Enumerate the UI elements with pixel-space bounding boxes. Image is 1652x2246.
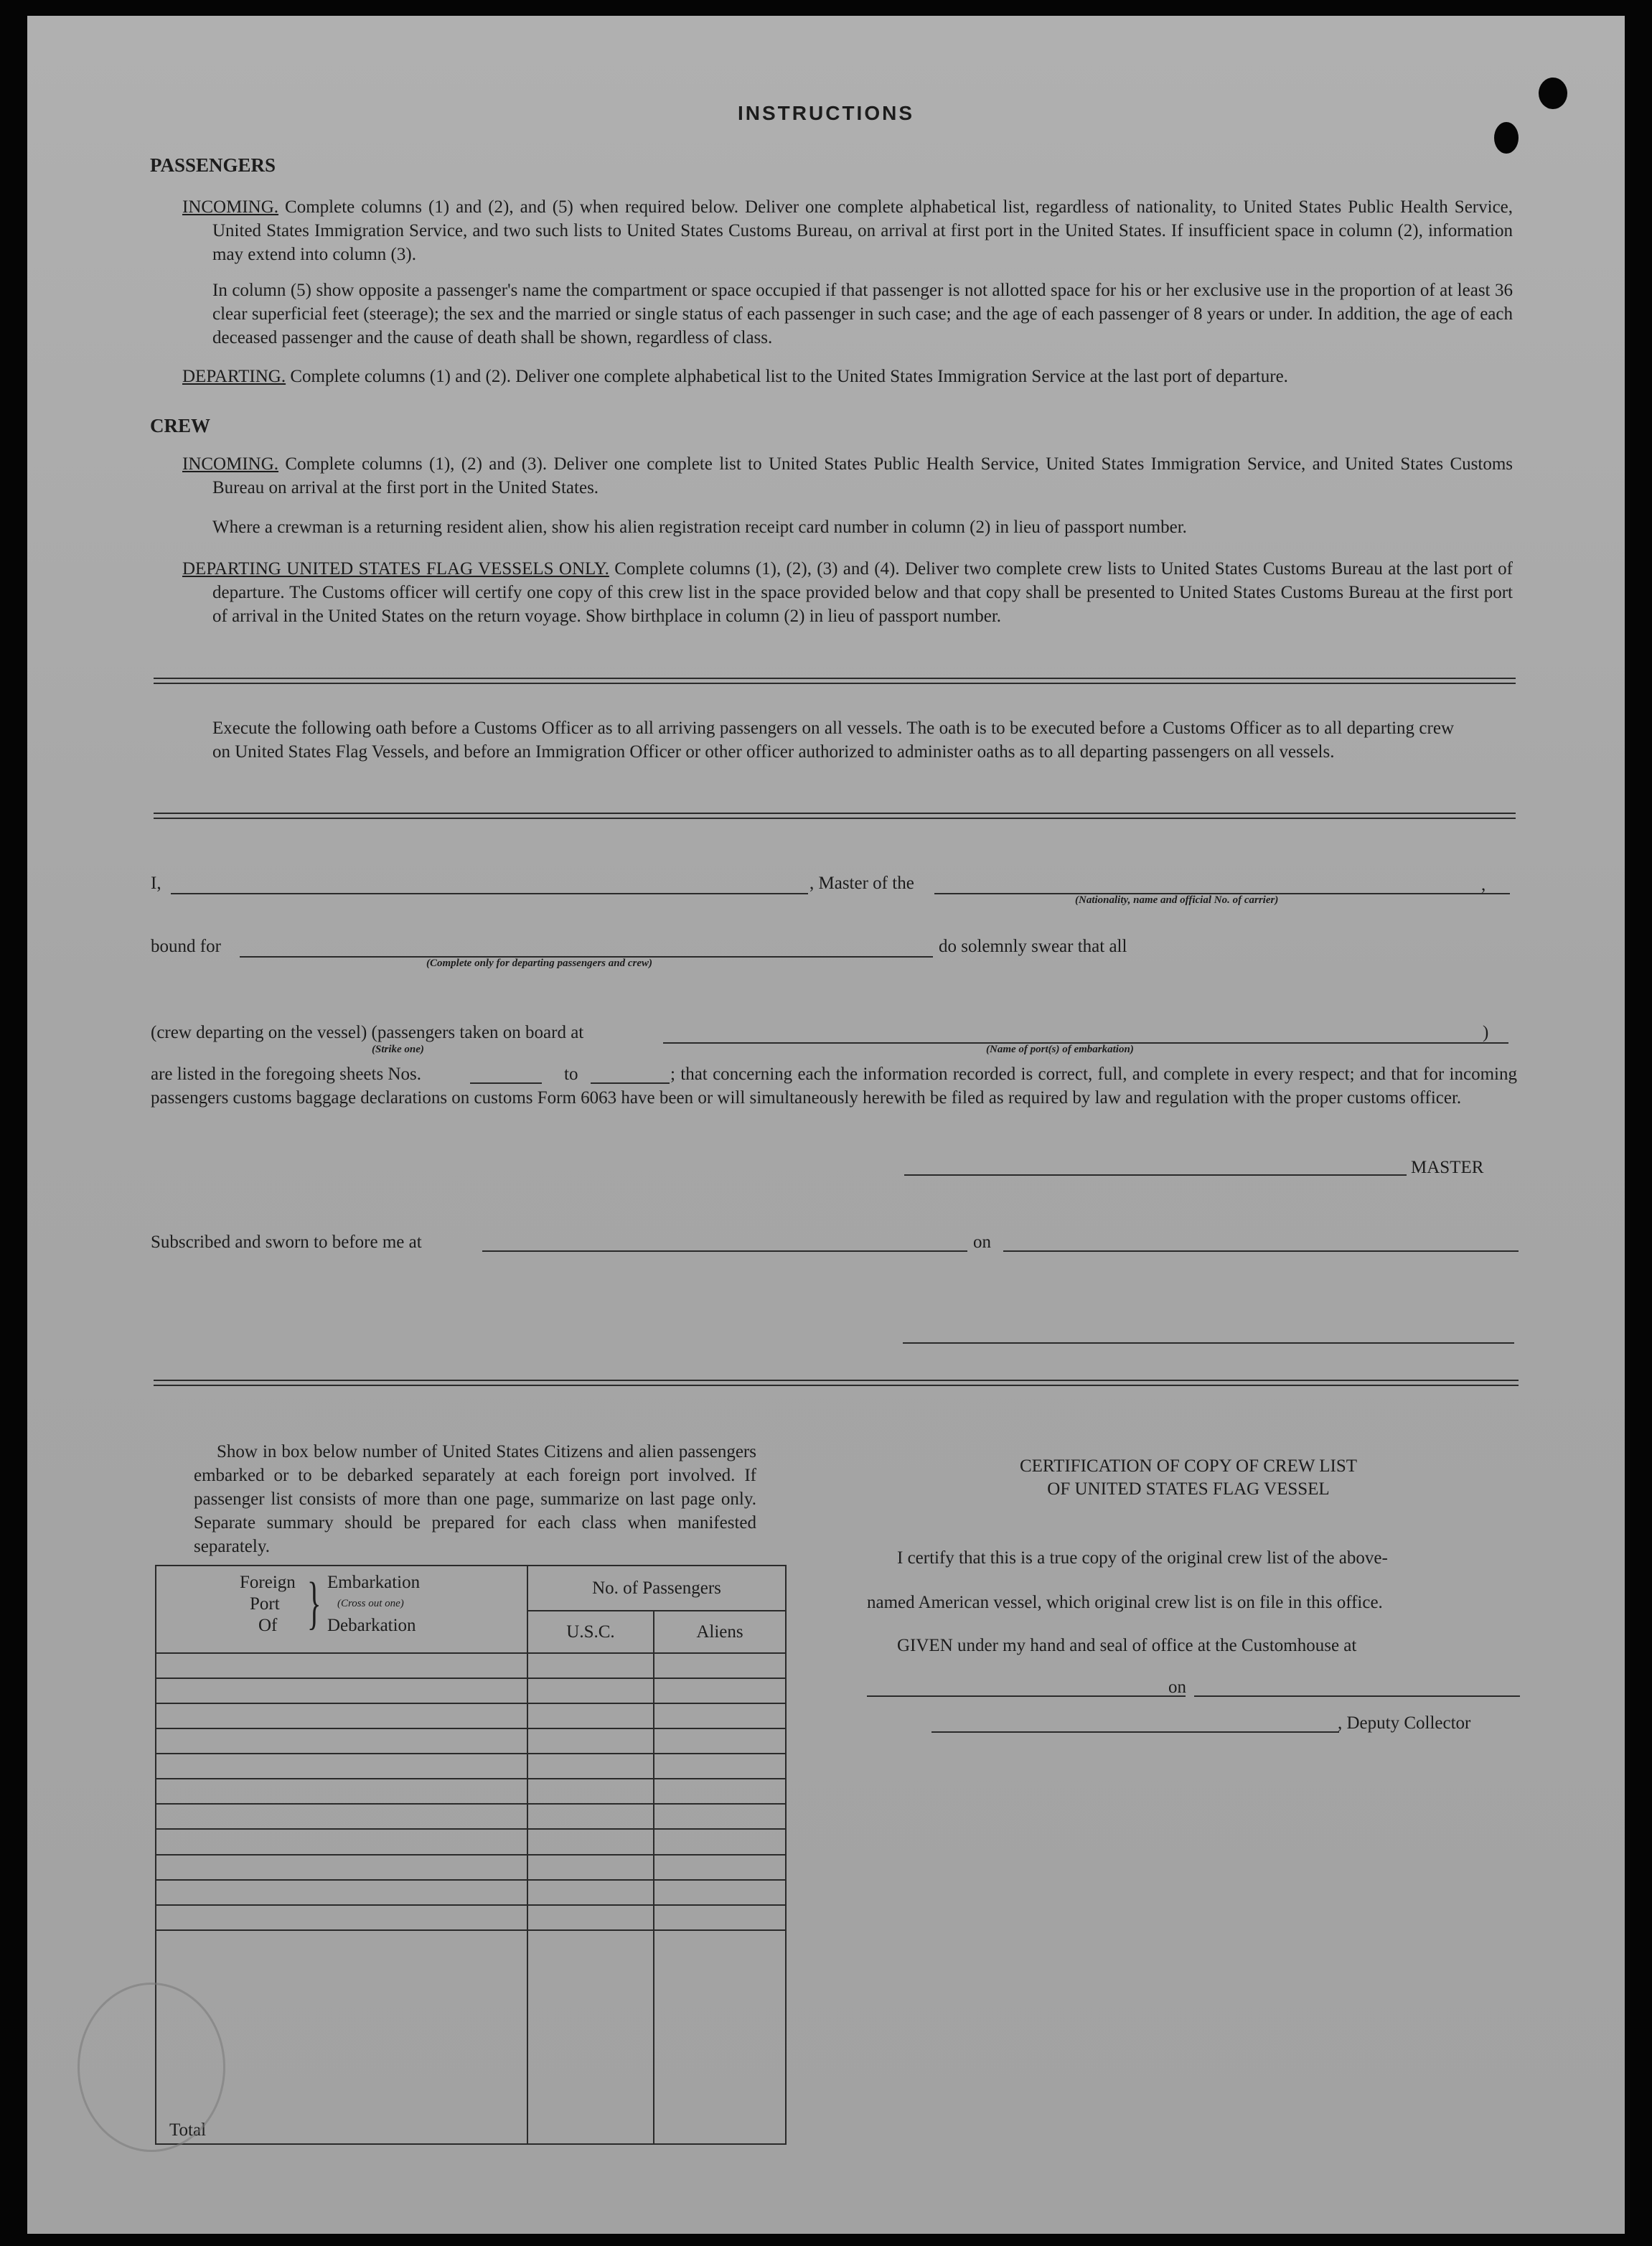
total-aliens-cell[interactable] [654,1930,786,2144]
port-cell[interactable] [156,1880,527,1905]
carrier-hint: (Nationality, name and official No. of carrier) [1075,894,1279,906]
table-row [156,1703,786,1728]
bound-for-label: bound for [151,937,221,956]
aliens-cell[interactable] [654,1905,786,1930]
port-cell[interactable] [156,1905,527,1930]
usc-header: U.S.C. [527,1611,654,1653]
passengers-column5-paragraph: In column (5) show opposite a passenger's name the compartment or space occupied if that passenger is not allotted space for his or her exclusive use in the proportion of at least 36 clear superficial feet (steerage); the sex and the married or single status of each passenger in such case; and the age of each passenger of 8 years or under. In addition, the age of each deceased passenger and the cause of death shall be shown, regardless of class. [212,281,1513,347]
deputy-collector-label: , Deputy Collector [1338,1713,1471,1733]
crew-incoming-paragraph [182,452,1513,500]
sheets-from-label: are listed in the foregoing sheets Nos. [151,1064,421,1084]
cross-out-hint: (Cross out one) [337,1598,404,1609]
of-label: Of [258,1616,278,1635]
usc-cell[interactable] [527,1804,654,1829]
table-row [156,1829,786,1854]
crew-passengers-label: (crew departing on the vessel) (passengers taken on board at [151,1023,584,1042]
port-cell[interactable] [156,1829,527,1854]
usc-cell[interactable] [527,1728,654,1754]
oath-statement [151,1062,1517,1110]
aliens-cell[interactable] [654,1728,786,1754]
certification-title-2: OF UNITED STATES FLAG VESSEL [1047,1479,1330,1499]
subscribed-on-label: on [973,1232,991,1252]
divider-2 [154,813,1516,819]
table-row [156,1779,786,1804]
table-row [156,1653,786,1678]
usc-cell[interactable] [527,1703,654,1728]
total-usc-cell[interactable] [527,1930,654,2144]
aliens-header: Aliens [654,1611,786,1653]
oath-statement-text: ; that concerning each the information recorded is correct, full, and complete in every respect; and that for incoming passengers customs baggage declarations on customs Form 6063 have been or will simultaneously herewith be filed as required by law and regulation with the proper customs officer. [151,1064,1517,1108]
crew-departing-label: DEPARTING UNITED STATES FLAG VESSELS ONLY. [182,559,609,579]
usc-cell[interactable] [527,1779,654,1804]
port-cell[interactable] [156,1728,527,1754]
crew-departing-paragraph [182,557,1513,628]
sheets-to-label: to [564,1064,578,1084]
subscribed-date-field[interactable] [1003,1250,1519,1252]
punch-hole-bottom [1494,122,1519,154]
ports-hint: (Name of port(s) of embarkation) [986,1044,1134,1055]
aliens-cell[interactable] [654,1829,786,1854]
customs-seal-stamp [78,1983,225,2152]
subscribed-place-field[interactable] [482,1250,967,1252]
crew-departing-text: Complete columns (1), (2), (3) and (4). Deliver two complete crew lists to United States Customs Bureau at the last port of departure. The Customs officer will certify one copy of this crew list in the space provided below and that copy shall be presented to United States Customs Bureau at the first port of arrival in the United States on the return voyage. Show birthplace in column (2) in lieu of passport number. [212,559,1513,626]
passengers-heading: PASSENGERS [150,154,276,176]
aliens-cell[interactable] [654,1678,786,1703]
certification-date-field[interactable] [1194,1695,1520,1697]
given-line: GIVEN under my hand and seal of office at the Customhouse at [897,1636,1357,1655]
port-cell[interactable] [156,1779,527,1804]
crew-incoming-text: Complete columns (1), (2) and (3). Deliver one complete list to United States Public Health Service, United States Immigration Service, and United States Customs Bureau on arrival at the first port in the United States. [212,454,1513,497]
usc-cell[interactable] [527,1829,654,1854]
form-sheet [27,16,1625,2234]
ports-header-port [156,1566,527,1653]
divider-1 [154,678,1516,684]
passengers-incoming-text: Complete columns (1) and (2), and (5) when required below. Deliver one complete alphabetical list, regardless of nationality, to United States Public Health Service, United States Immigration Service, and two such lists to United States Customs Bureau, on arrival at first port in the United States. If insufficient space in column (2), information may extend into column (3). [212,197,1513,264]
table-row [156,1880,786,1905]
page-title: INSTRUCTIONS [738,102,914,124]
certify-line-1: I certify that this is a true copy of the original crew list of the above- [897,1548,1388,1568]
table-row [156,1855,786,1880]
port-cell[interactable] [156,1653,527,1678]
master-signature-field[interactable] [904,1174,1407,1176]
passengers-departing-text: Complete columns (1) and (2). Deliver one complete alphabetical list to the United States Immigration Service at the last port of departure. [290,367,1288,386]
table-row [156,1804,786,1829]
aliens-cell[interactable] [654,1754,786,1779]
strike-one-hint: (Strike one) [372,1044,424,1055]
aliens-cell[interactable] [654,1804,786,1829]
divider-3 [154,1380,1519,1386]
aliens-cell[interactable] [654,1855,786,1880]
passengers-incoming-paragraph [182,195,1513,266]
table-row [156,1728,786,1754]
summary-instruction: Show in box below number of United States Citizens and alien passengers embarked or to be debarked separately at each foreign port involved. If passenger list consists of more than one page, summarize on last page only. Separate summary should be prepared for each class when manifested separately. [194,1442,756,1556]
usc-cell[interactable] [527,1754,654,1779]
deputy-signature-field[interactable] [931,1731,1339,1733]
usc-cell[interactable] [527,1678,654,1703]
crew-incoming-label: INCOMING. [182,454,279,474]
brace-icon: } [306,1570,322,1635]
ports-table-grid [155,1565,787,2145]
port-cell[interactable] [156,1855,527,1880]
oath-i-label: I, [151,874,161,893]
embarkation-label: Embarkation [327,1573,421,1592]
usc-cell[interactable] [527,1653,654,1678]
port-cell[interactable] [156,1678,527,1703]
aliens-cell[interactable] [654,1779,786,1804]
swear-label: do solemnly swear that all [939,937,1127,956]
usc-cell[interactable] [527,1855,654,1880]
no-passengers-header: No. of Passengers [527,1566,786,1611]
master-of-label: , Master of the [809,874,914,893]
total-row [156,1930,786,2144]
passengers-departing-label: DEPARTING. [182,367,286,386]
usc-cell[interactable] [527,1905,654,1930]
master-label: MASTER [1411,1158,1484,1177]
debarkation-label: Debarkation [327,1616,416,1635]
aliens-cell[interactable] [654,1653,786,1678]
port-cell[interactable] [156,1703,527,1728]
customhouse-field[interactable] [867,1695,1186,1697]
certification-title-1: CERTIFICATION OF COPY OF CREW LIST [1019,1456,1358,1476]
port-label: Port [250,1594,280,1614]
passengers-departing-paragraph [182,365,1517,388]
aliens-cell[interactable] [654,1703,786,1728]
crew-heading: CREW [150,415,211,436]
table-row [156,1678,786,1703]
oath-instruction: Execute the following oath before a Customs Officer as to all arriving passengers on all vessels. The oath is to be executed before a Customs Officer as to all departing crew on United States Flag Vessels, and before an Immigration Officer or other officer authorized to administer oaths as to all departing passengers on all vessels. [212,719,1454,762]
foreign-label: Foreign [240,1573,296,1592]
certification-on-label: on [1168,1678,1186,1697]
oath-comma: , [1481,875,1486,894]
table-row [156,1754,786,1779]
master-name-field[interactable] [171,893,808,894]
total-label: Total [156,1930,527,2144]
usc-cell[interactable] [527,1880,654,1905]
subscribed-label: Subscribed and sworn to before me at [151,1232,422,1252]
port-cell[interactable] [156,1804,527,1829]
aliens-cell[interactable] [654,1880,786,1905]
officer-signature-field[interactable] [903,1342,1514,1344]
table-row [156,1905,786,1930]
passengers-incoming-label: INCOMING. [182,197,279,217]
ports-table [155,1565,787,2145]
close-paren: ) [1483,1023,1489,1042]
bound-for-hint: (Complete only for departing passengers and crew) [426,958,652,969]
certify-line-2: named American vessel, which original crew list is on file in this office. [867,1593,1383,1612]
port-cell[interactable] [156,1754,527,1779]
crew-resident-paragraph: Where a crewman is a returning resident alien, show his alien registration receipt card number in column (2) in lieu of passport number. [212,518,1187,537]
